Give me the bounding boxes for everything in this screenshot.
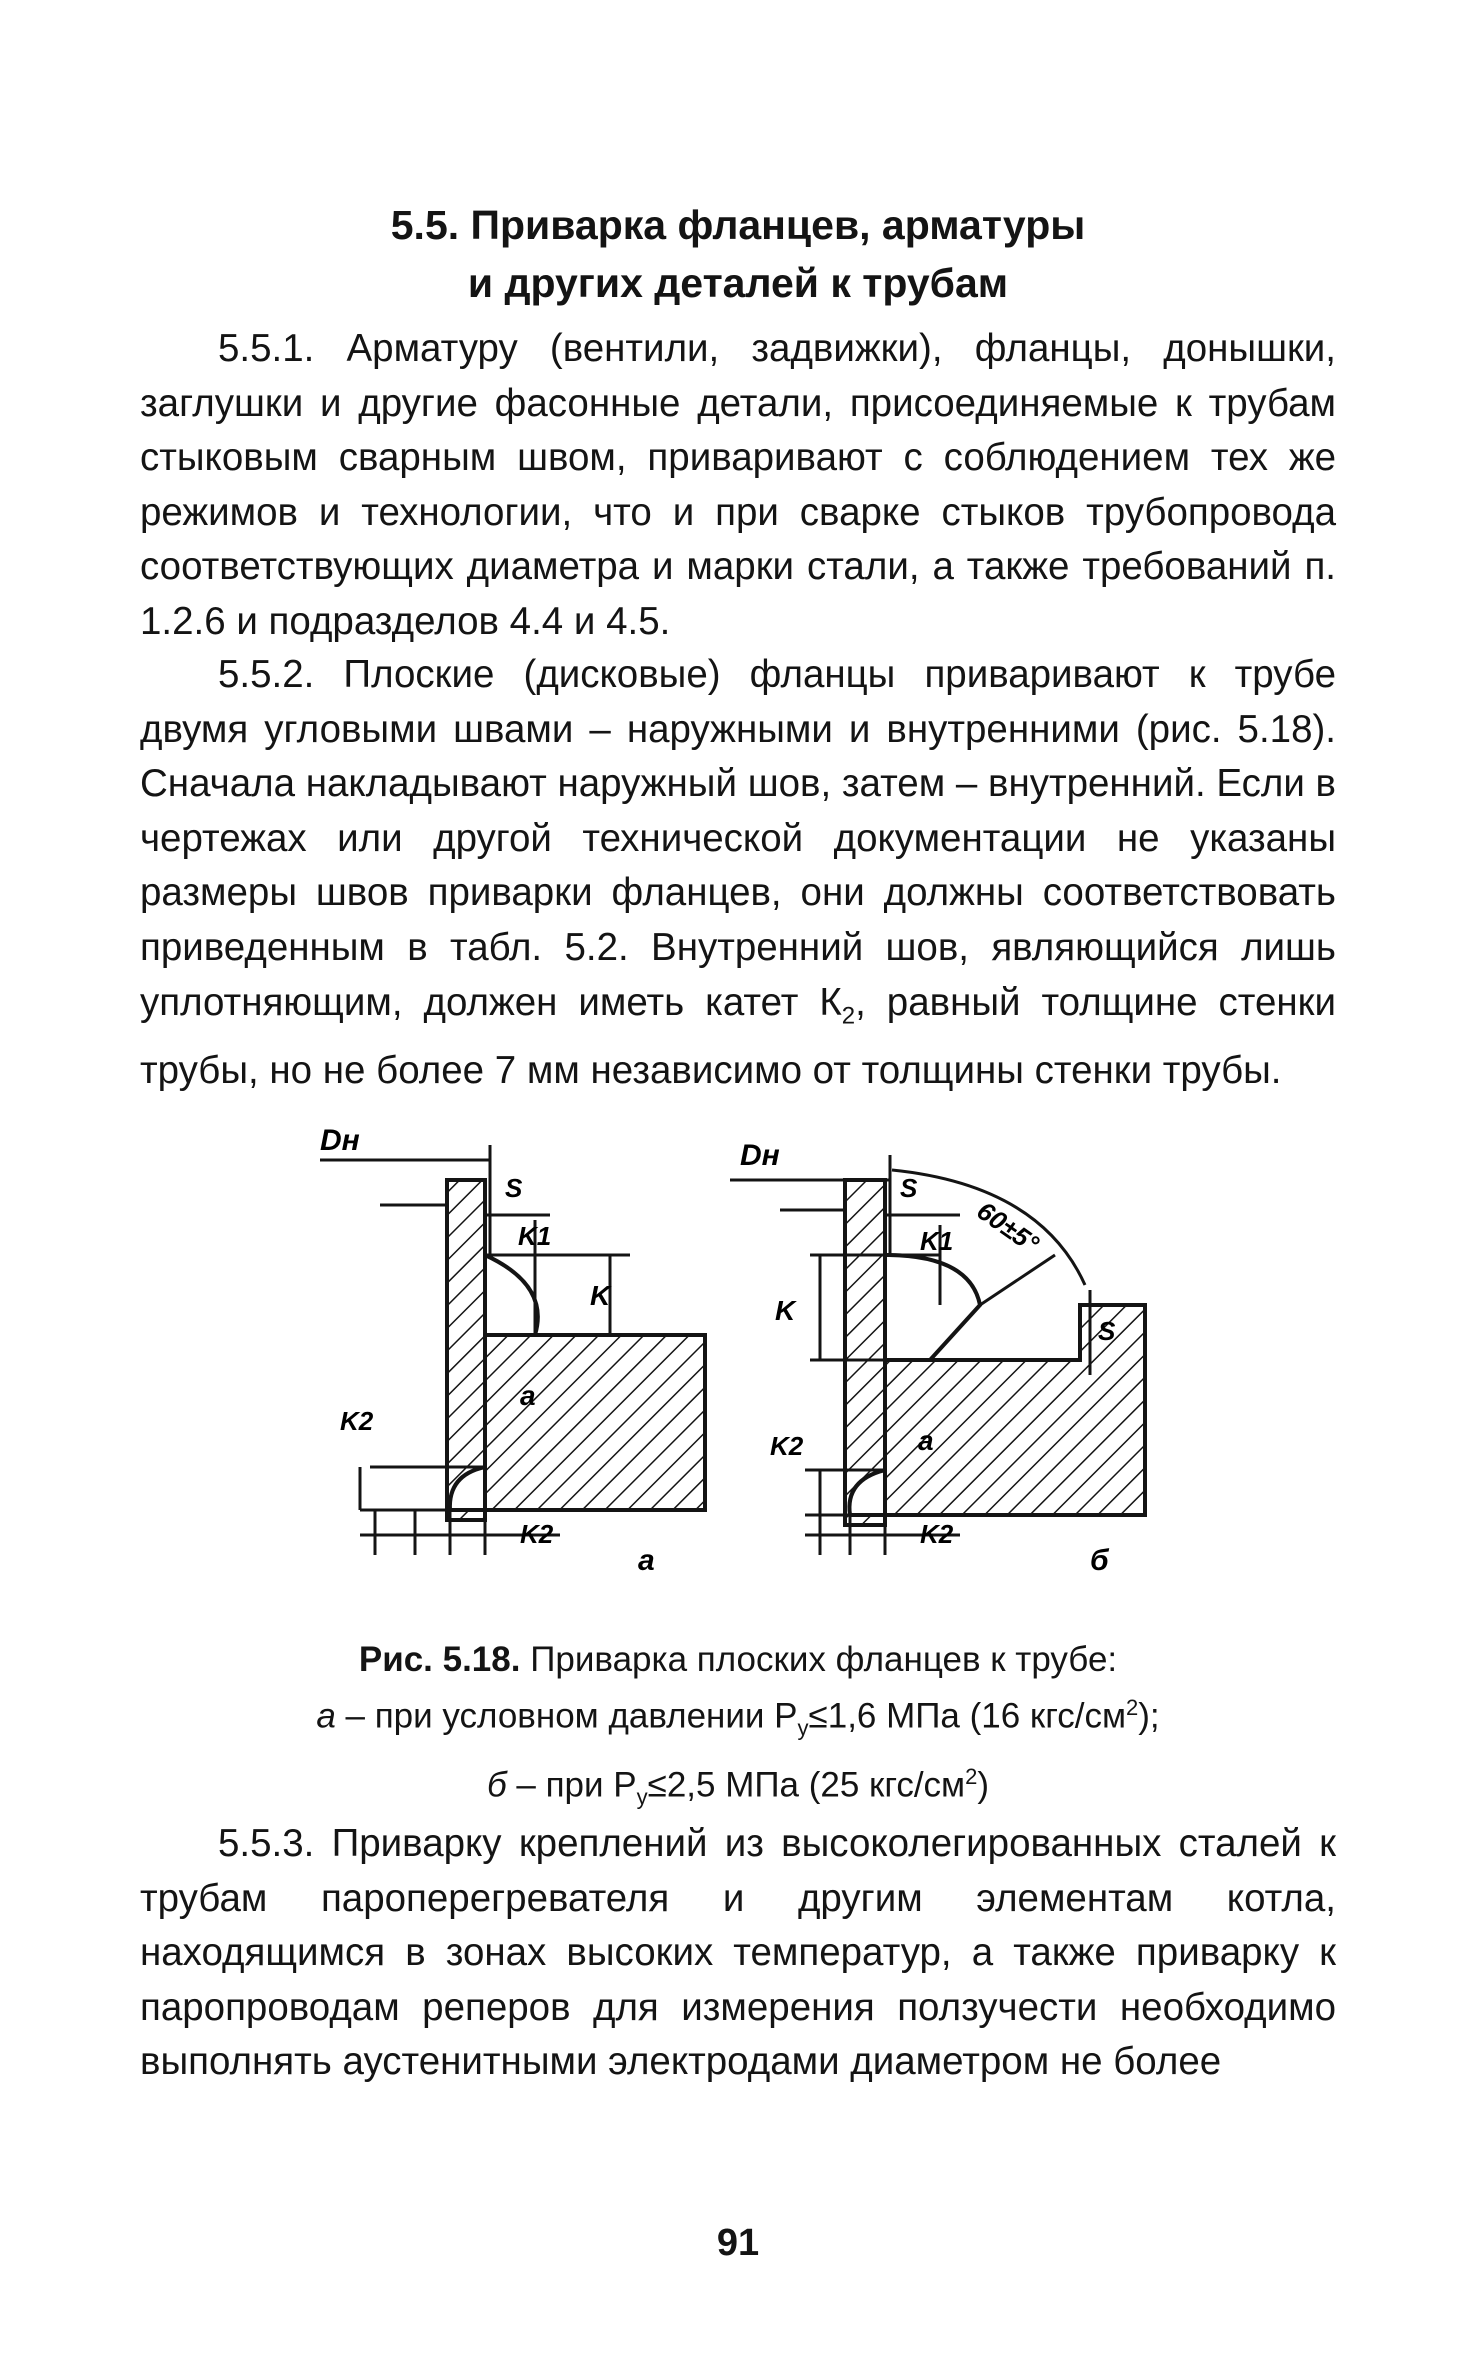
panel-a-k1-label: K1 — [518, 1221, 552, 1251]
caption-line-2-text-c: ); — [1138, 1696, 1160, 1736]
panel-a-dn-label: Dн — [320, 1124, 360, 1157]
section-heading — [140, 196, 1336, 312]
panel-a-flange — [485, 1335, 705, 1510]
caption-figure-label: Рис. 5.18. — [358, 1640, 521, 1679]
panel-a-drawing — [320, 1145, 705, 1555]
section-heading-line-1: 5.5. Приварка фланцев, арматуры — [390, 202, 1086, 248]
caption-line-2-sub: у — [797, 1715, 809, 1741]
paragraph-5-5-1: 5.5.1. Арматуру (вентили, задвижки), фланцы, донышки, заглушки и другие фасонные детали, присоединяемые к трубам стыковым сварным швом, приваривают с соблюдением тех же режимов и технологии, что и при сварке стыков трубопровода соответствующих диаметра и марки стали, а также требований п. 1.2.6 и подразделов 4.4 и 4.5. — [140, 327, 1336, 643]
caption-line-2-sup: 2 — [1126, 1695, 1139, 1720]
caption-line-3-sup: 2 — [965, 1763, 978, 1789]
panel-a-k2-bottom-label: K2 — [520, 1519, 554, 1549]
caption-title: Приварка плоских фланцев к трубе: — [520, 1640, 1118, 1679]
panel-b-drawing — [730, 1155, 1145, 1555]
section-heading-line-2: и других деталей к трубам — [467, 260, 1009, 306]
panel-a-gap-label: a — [520, 1380, 536, 1411]
caption-line-3 — [140, 1753, 1336, 1822]
panel-b-gap-label: a — [918, 1425, 934, 1456]
paragraph-5-5-2 — [140, 648, 1336, 1098]
panel-b-s-label: S — [900, 1173, 918, 1203]
panel-b-dn-label: Dн — [740, 1139, 780, 1172]
panel-b-k2-label: K2 — [770, 1431, 804, 1461]
figure-5-18 — [320, 1115, 1165, 1575]
panel-b-s2-label: S — [1098, 1316, 1116, 1346]
caption-line-2-text-a: – при условном давлении Р — [335, 1696, 798, 1736]
page-number: 91 — [716, 2222, 760, 2264]
caption-line-3-text-b: ≤2,5 МПа (25 кгс/см — [647, 1765, 966, 1805]
caption-line-3-sub: у — [636, 1784, 648, 1810]
caption-line-2 — [140, 1684, 1336, 1753]
panel-a-outer-weld — [485, 1255, 538, 1335]
panel-b-k1-label: K1 — [920, 1226, 954, 1256]
panel-a-caption-letter: a — [638, 1544, 655, 1575]
paragraph-5-5-2-text-b: , равный толщине стенки трубы, но не более 7 мм независимо от толщины стенки трубы. — [140, 980, 1336, 1092]
panel-b-k2-bottom-label: K2 — [920, 1519, 954, 1549]
panel-b-outer-weld — [885, 1255, 980, 1360]
caption-line-3-text-c: ) — [977, 1765, 990, 1805]
panel-a-k2-label: K2 — [340, 1406, 374, 1436]
panel-a-s-label: S — [505, 1173, 523, 1203]
panel-b-caption-letter: б — [1090, 1544, 1109, 1575]
panel-a-k-label: K — [590, 1280, 611, 1311]
flange-welding-drawing — [320, 1115, 1165, 1575]
caption-line-2-text-b: ≤1,6 МПа (16 кгс/см — [808, 1696, 1127, 1736]
figure-caption — [140, 1636, 1336, 1821]
panel-b-angle-label: 60±5° — [971, 1195, 1045, 1259]
paragraph-5-5-2-text-a: 5.5.2. Плоские (дисковые) фланцы приваривают к трубе двумя угловыми швами – наружными и внутренними (рис. 5.18). Сначала накладывают наружный шов, затем – внутренний. Если в чертежах или другой технической документации не указаны размеры швов приварки фланцев, они должны соответствовать приведенным в табл. 5.2. Внутренний шов, являющийся лишь уплотняющим, должен иметь катет К — [140, 653, 1336, 1024]
panel-b-k-label: K — [775, 1295, 796, 1326]
paragraph-5-5-3: 5.5.3. Приварку креплений из высоколегированных сталей к трубам пароперегревателя и другим элементам котла, находящимся в зонах высоких температур, а также приварку к паропроводам реперов для измерения ползучести необходимо выполнять аустенитными электродами диаметром не более — [140, 1822, 1336, 2084]
caption-line-3-text-a: – при Р — [506, 1765, 637, 1805]
paragraph-5-5-2-subscript: 2 — [841, 1002, 856, 1030]
caption-line-2-letter: а — [316, 1696, 336, 1736]
caption-line-3-letter: б — [486, 1765, 507, 1805]
caption-line-1 — [140, 1636, 1336, 1684]
